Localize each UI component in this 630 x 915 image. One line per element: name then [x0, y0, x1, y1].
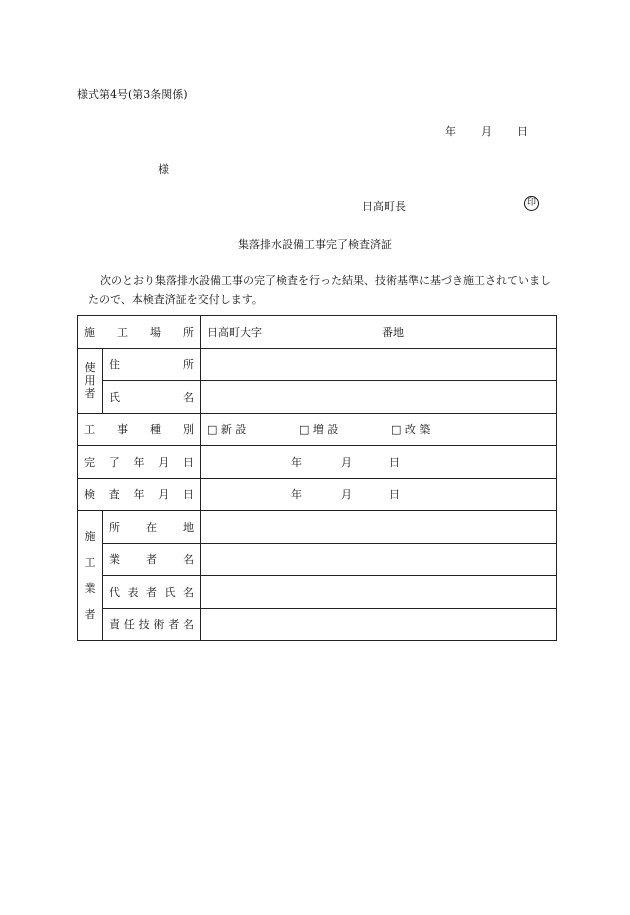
contractor-engineer-row [78, 608, 557, 641]
vertical-char: 者 [84, 387, 96, 400]
label-char: 技 [138, 618, 150, 632]
label-char: 術 [153, 618, 165, 632]
contractor-company-value [201, 543, 557, 576]
address-label [103, 348, 201, 381]
label-char: 名 [183, 390, 194, 404]
completion-date-row [78, 446, 557, 479]
site-row [78, 316, 557, 349]
contractor-representative-row [78, 576, 557, 609]
completion-date-label-text [84, 454, 194, 470]
label-char: 在 [146, 520, 157, 534]
label-char: 日 [183, 488, 194, 502]
label-char: 検 [84, 488, 95, 502]
vertical-char: 工 [84, 555, 96, 569]
site-label [78, 316, 201, 349]
name-label [103, 381, 201, 414]
name-label-text [109, 389, 194, 405]
inspection-date-label [78, 478, 201, 511]
addressee: 様 [158, 163, 169, 176]
issuer: 日高町長 [362, 200, 406, 213]
date-year: 年 [445, 125, 456, 138]
label-char: 氏 [109, 390, 120, 404]
contractor-location-value [201, 511, 557, 544]
contractor-engineer-text [109, 616, 194, 632]
vertical-char: 使 [84, 361, 96, 374]
label-char: 年 [133, 488, 145, 502]
inspection-table [77, 315, 557, 641]
date-day: 日 [517, 125, 528, 138]
label-char: 施 [84, 325, 95, 339]
label-char: 者 [146, 585, 157, 599]
contractor-representative-label [103, 576, 201, 609]
label-char: 査 [108, 488, 120, 502]
label-char: 名 [183, 585, 194, 599]
label-char: 所 [183, 358, 194, 372]
vertical-char: 業 [84, 581, 96, 595]
label-char: 代 [109, 585, 120, 599]
work-type-label [78, 413, 201, 446]
option-renovate[interactable]: □ 改 築 [391, 423, 431, 437]
inspection-month: 月 [341, 488, 352, 502]
contractor-location-row [78, 511, 557, 544]
vertical-char: 者 [84, 607, 96, 621]
contractor-group-label [78, 511, 103, 641]
document-title: 集落排水設備工事完了検査済証 [238, 238, 392, 251]
label-char: 日 [183, 455, 194, 469]
inspection-day: 日 [389, 488, 400, 502]
contractor-engineer-label [103, 608, 201, 641]
vertical-char: 用 [84, 374, 96, 387]
label-char: 所 [183, 325, 194, 339]
date-line [445, 123, 528, 139]
label-char: 月 [158, 455, 170, 469]
vertical-char: 施 [84, 529, 96, 543]
label-char: 住 [109, 358, 120, 372]
contractor-company-label [103, 543, 201, 576]
name-value [201, 381, 557, 414]
label-char: 責 [109, 618, 120, 632]
label-char: 了 [108, 455, 120, 469]
label-char: 名 [182, 618, 194, 632]
completion-month: 月 [341, 455, 352, 469]
completion-day: 日 [389, 455, 400, 469]
user-address-row [78, 348, 557, 381]
address-label-text [109, 356, 194, 372]
label-char: 年 [133, 455, 145, 469]
contractor-representative-value [201, 576, 557, 609]
body-text: 次のとおり集落排水設備工事の完了検査を行った結果、技術基準に基づき施工されていましたので、本検査済証を交付します。 [88, 274, 551, 306]
contractor-group-text [78, 524, 102, 628]
label-char: 事 [117, 423, 128, 437]
label-char: 者 [146, 553, 157, 567]
label-char: 完 [84, 455, 95, 469]
label-char: 地 [183, 520, 194, 534]
label-char: 任 [123, 618, 135, 632]
label-char: 月 [158, 488, 170, 502]
label-char: 氏 [164, 585, 176, 599]
option-expand[interactable]: □ 増 設 [299, 423, 339, 437]
label-char: 工 [117, 325, 128, 339]
completion-date-value [201, 446, 557, 479]
label-char: 表 [127, 585, 139, 599]
contractor-company-text [109, 551, 194, 567]
user-group-label [78, 348, 103, 413]
work-type-options [201, 413, 557, 446]
inspection-date-label-text [84, 486, 194, 502]
contractor-representative-text [109, 584, 194, 600]
inspection-date-value [201, 478, 557, 511]
user-name-row [78, 381, 557, 414]
contractor-company-row [78, 543, 557, 576]
label-char: 場 [150, 325, 161, 339]
label-char: 者 [168, 618, 180, 632]
contractor-engineer-value [201, 608, 557, 641]
date-month: 月 [481, 125, 492, 138]
seal-mark: 印 [524, 196, 539, 211]
user-group-text [78, 361, 102, 400]
address-value [201, 348, 557, 381]
option-new[interactable]: □ 新 設 [207, 423, 247, 437]
label-char: 所 [109, 520, 120, 534]
label-char: 種 [150, 423, 161, 437]
contractor-location-label [103, 511, 201, 544]
inspection-year: 年 [291, 488, 302, 502]
work-type-row [78, 413, 557, 446]
site-prefix: 日高町大字 [207, 325, 262, 339]
contractor-location-text [109, 519, 194, 535]
site-label-text [84, 324, 194, 340]
label-char: 名 [183, 553, 194, 567]
label-char: 別 [183, 423, 194, 437]
inspection-date-row [78, 478, 557, 511]
completion-year: 年 [291, 455, 302, 469]
form-number: 様式第4号(第3条関係) [77, 88, 188, 101]
label-char: 工 [84, 423, 95, 437]
site-suffix: 番地 [382, 325, 404, 339]
work-type-label-text [84, 421, 194, 437]
label-char: 業 [109, 553, 120, 567]
completion-date-label [78, 446, 201, 479]
site-value [201, 316, 557, 349]
